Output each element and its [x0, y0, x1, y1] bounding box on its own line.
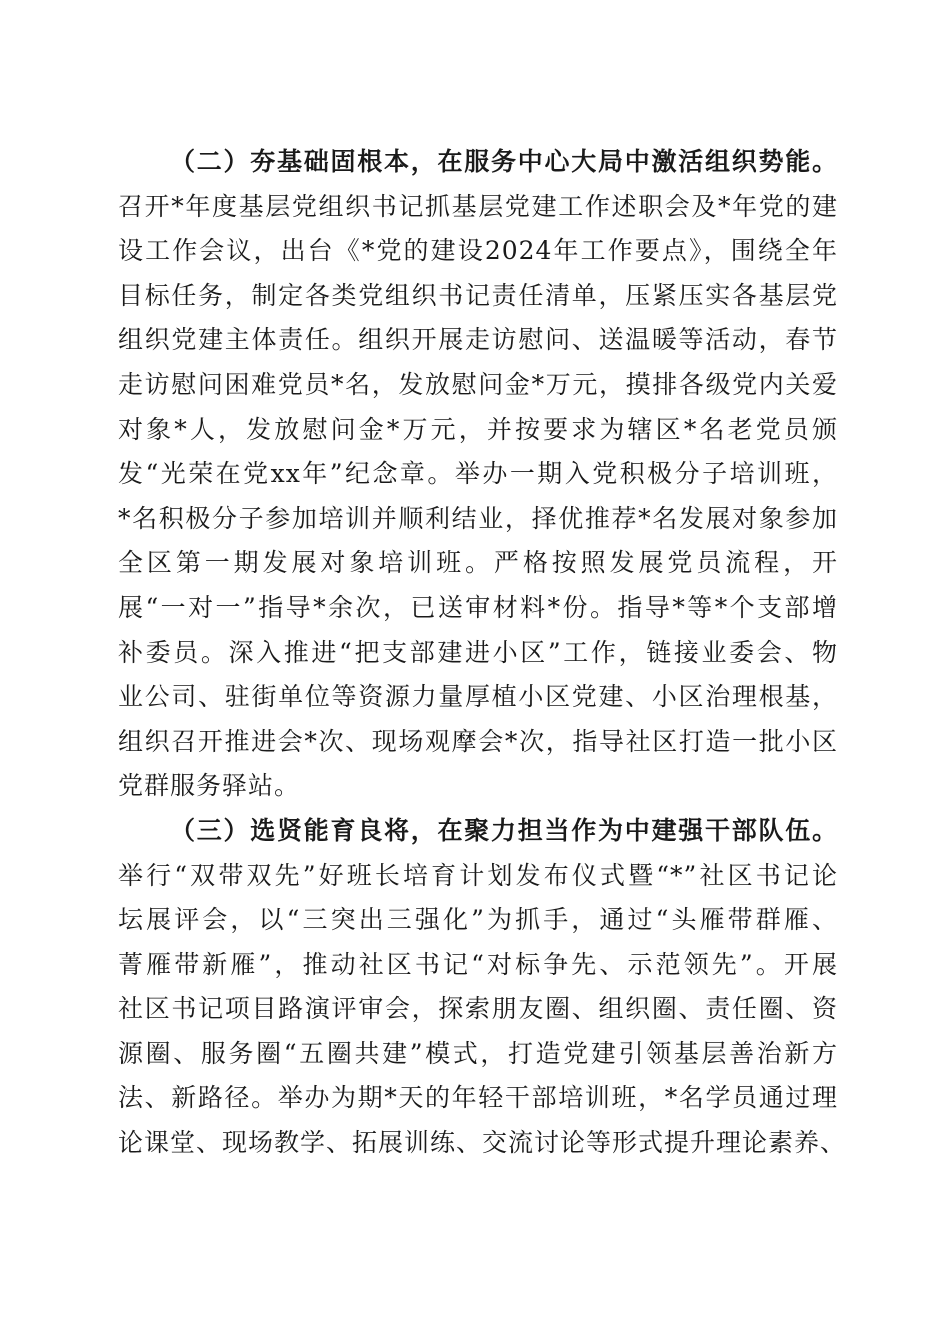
paragraph-line: 组织党建主体责任。组织开展走访慰问、送温暖等活动，春节 — [118, 325, 838, 355]
paragraph-line: 法、新路径。举办为期*天的年轻干部培训班，*名学员通过理 — [118, 1083, 838, 1113]
paragraph-line: 对象*人，发放慰问金*万元，并按要求为辖区*名老党员颁 — [118, 414, 838, 444]
paragraph-line: 社区书记项目路演评审会，探索朋友圈、组织圈、责任圈、资 — [118, 994, 838, 1024]
section-2-heading: （二）夯基础固根本，在服务中心大局中激活组织势能。 — [170, 147, 838, 176]
paragraph-line: 补委员。深入推进“把支部建进小区”工作，链接业委会、物 — [118, 637, 838, 667]
paragraph-line: 设工作会议，出台《*党的建设2024年工作要点》，围绕全年 — [118, 236, 838, 266]
section-3-heading: （三）选贤能育良将，在聚力担当作为中建强干部队伍。 — [170, 815, 838, 845]
paragraph-line: 源圈、服务圈“五圈共建”模式，打造党建引领基层善治新方 — [118, 1038, 838, 1068]
paragraph-line: *名积极分子参加培训并顺利结业，择优推荐*名发展对象参加 — [118, 503, 838, 533]
paragraph-line: 菁雁带新雁”，推动社区书记“对标争先、示范领先”。开展 — [118, 949, 838, 979]
paragraph-line: 展“一对一”指导*余次，已送审材料*份。指导*等*个支部增 — [118, 592, 838, 622]
paragraph-line: 走访慰问困难党员*名，发放慰问金*万元，摸排各级党内关爱 — [118, 369, 838, 399]
paragraph-line: 坛展评会，以“三突出三强化”为抓手，通过“头雁带群雁、 — [118, 905, 838, 935]
paragraph-line: 举行“双带双先”好班长培育计划发布仪式暨“*”社区书记论 — [118, 860, 838, 890]
paragraph-line: 目标任务，制定各类党组织书记责任清单，压紧压实各基层党 — [118, 280, 838, 310]
paragraph-line: 论课堂、现场教学、拓展训练、交流讨论等形式提升理论素养、 — [118, 1128, 847, 1158]
paragraph-line: 发“光荣在党xx年”纪念章。举办一期入党积极分子培训班， — [118, 459, 838, 489]
document-body — [118, 140, 847, 1166]
paragraph-line: 召开*年度基层党组织书记抓基层党建工作述职会及*年党的建 — [118, 191, 838, 221]
paragraph-line: 全区第一期发展对象培训班。严格按照发展党员流程，开 — [118, 548, 838, 578]
paragraph-line: 组织召开推进会*次、现场观摩会*次，指导社区打造一批小区 — [118, 726, 838, 756]
paragraph-line: 业公司、驻街单位等资源力量厚植小区党建、小区治理根基， — [118, 682, 838, 712]
paragraph-line: 党群服务驿站。 — [118, 771, 301, 801]
